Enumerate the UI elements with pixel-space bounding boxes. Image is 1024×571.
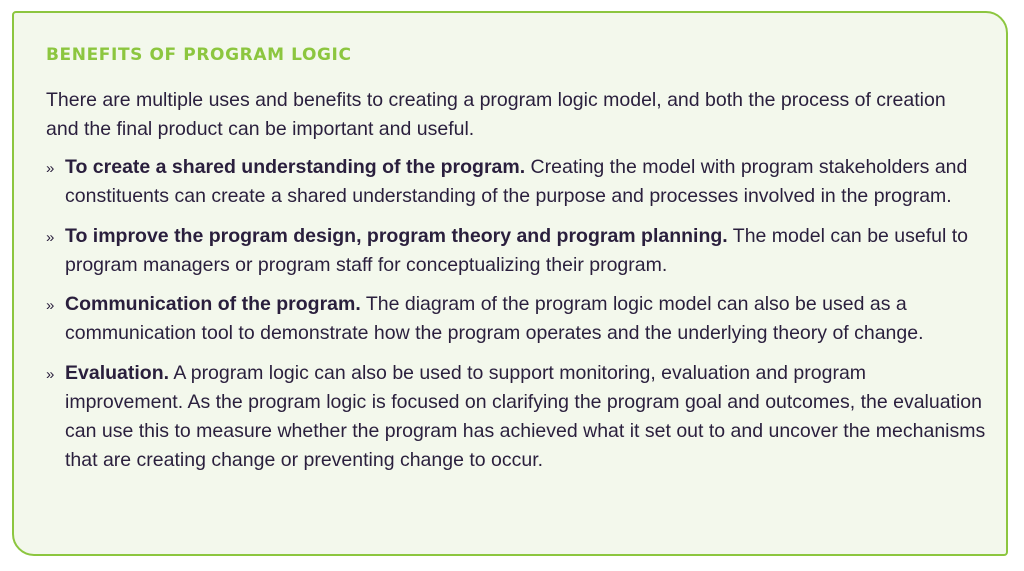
list-item <box>46 290 986 348</box>
item-text: The diagram of the program logic model can also be used as a communication tool to demonstrate how the program operates and the underlying theory of change. <box>65 293 924 344</box>
item-lead: Evaluation. <box>65 362 170 384</box>
item-lead: Communication of the program. <box>65 293 361 315</box>
item-text: A program logic can also be used to support monitoring, evaluation and program improvement. As the program logic is focused on clarifying the program goal and outcomes, the evaluation can use this to measure whether the program has achieved what it set out to and uncover the mechanisms that are creating change or preventing change to occur. <box>65 362 986 471</box>
list-item <box>46 153 986 211</box>
benefits-list <box>46 153 986 475</box>
bullet-marker: » <box>46 366 55 383</box>
panel-heading: BENEFITS OF PROGRAM LOGIC <box>46 45 352 65</box>
intro-paragraph: There are multiple uses and benefits to creating a program logic model, and both the process of creation and the final product can be important and useful. <box>46 89 946 140</box>
bullet-marker: » <box>46 297 55 314</box>
list-item <box>46 359 986 475</box>
bullet-marker: » <box>46 229 55 246</box>
item-text: The model can be useful to program managers or program staff for conceptualizing their program. <box>65 225 969 276</box>
list-item <box>46 222 986 280</box>
item-lead: To improve the program design, program theory and program planning. <box>65 225 728 247</box>
bullet-marker: » <box>46 160 55 177</box>
item-lead: To create a shared understanding of the program. <box>65 156 526 178</box>
item-text: Creating the model with program stakeholders and constituents can create a shared understanding of the purpose and processes involved in the program. <box>65 156 968 207</box>
